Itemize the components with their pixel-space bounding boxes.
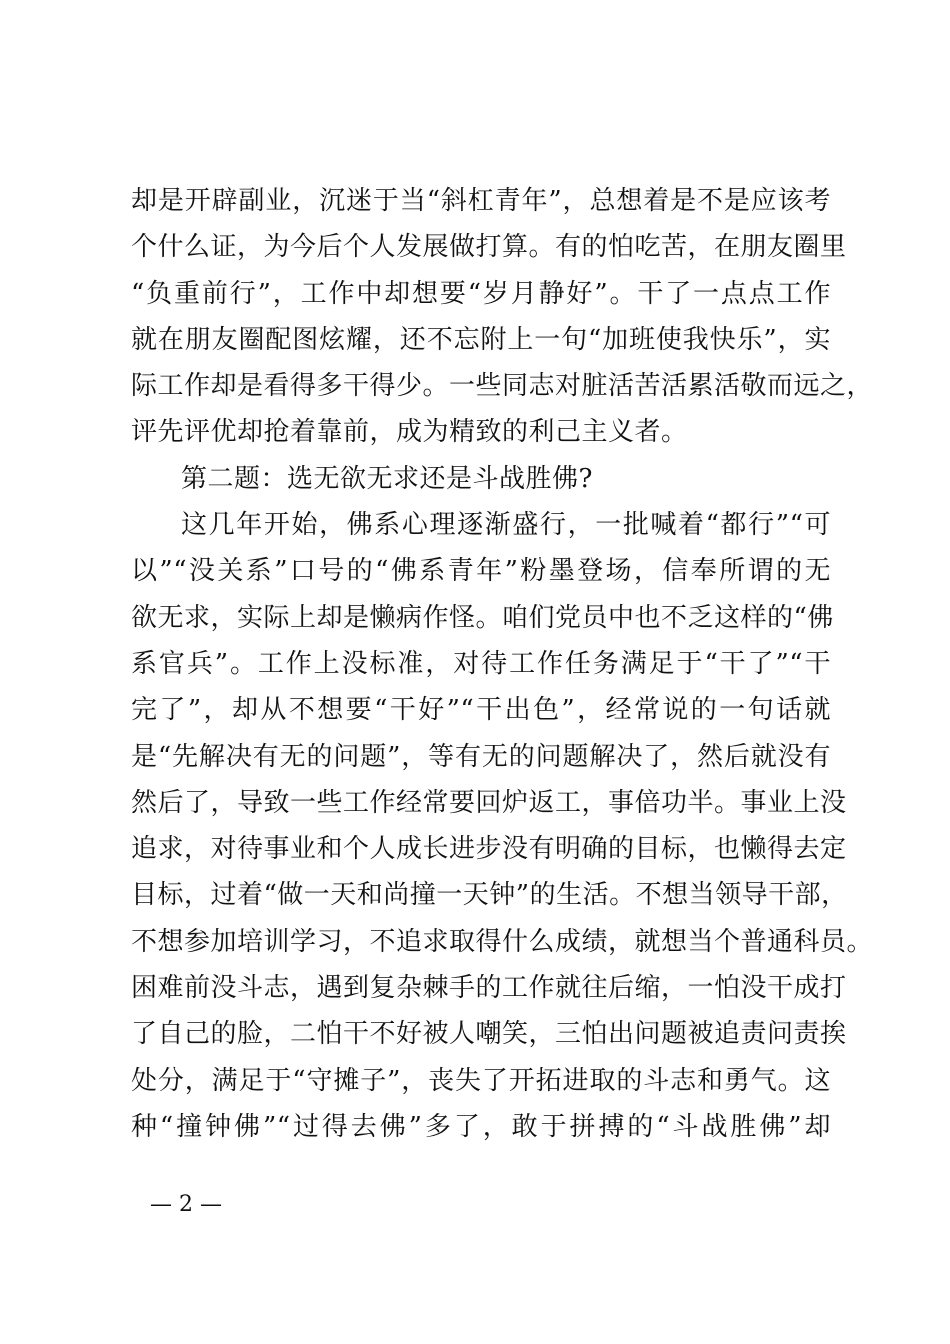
text-line-14: 然后了，导致一些工作经常要回炉返工，事倍功半。事业上没 bbox=[131, 787, 847, 818]
text-line-9: 以”“没关系”口号的“佛系青年”粉墨登场，信奉所谓的无 bbox=[131, 556, 831, 587]
section-heading: 第二题：选无欲无求还是斗战胜佛? bbox=[181, 463, 593, 494]
text-line-21: 种“撞钟佛”“过得去佛”多了，敢于拼搏的“斗战胜佛”却 bbox=[131, 1111, 831, 1142]
text-line-16: 目标，过着“做一天和尚撞一天钟”的生活。不想当领导干部， bbox=[131, 880, 848, 911]
text-line-3: “负重前行”，工作中却想要“岁月静好”。干了一点点工作 bbox=[131, 278, 831, 309]
text-line-8: 这几年开始，佛系心理逐渐盛行，一批喊着“都行”“可 bbox=[181, 510, 831, 541]
text-line-13: 是“先解决有无的问题”，等有无的问题解决了，然后就没有 bbox=[131, 741, 831, 772]
page-number: — 2 — bbox=[150, 1192, 222, 1217]
text-line-4: 就在朋友圈配图炫耀，还不忘附上一句“加班使我快乐”，实 bbox=[131, 324, 831, 355]
text-line-19: 了自己的脸，二怕干不好被人嘲笑，三怕出问题被追责问责挨 bbox=[131, 1019, 847, 1050]
text-line-2: 个什么证，为今后个人发展做打算。有的怕吃苦，在朋友圈里 bbox=[131, 232, 847, 263]
text-line-1: 却是开辟副业，沉迷于当“斜杠青年”，总想着是不是应该考 bbox=[131, 186, 831, 216]
text-line-20: 处分，满足于“守摊子”，丧失了开拓进取的斗志和勇气。这 bbox=[131, 1065, 831, 1096]
text-line-17: 不想参加培训学习，不追求取得什么成绩，就想当个普通科员。 bbox=[131, 926, 874, 957]
text-line-15: 追求，对待事业和个人成长进步没有明确的目标，也懒得去定 bbox=[131, 834, 847, 865]
text-line-10: 欲无求，实际上却是懒病作怪。咱们党员中也不乏这样的“佛 bbox=[131, 602, 834, 633]
text-line-11: 系官兵”。工作上没标准，对待工作任务满足于“干了”“干 bbox=[131, 648, 831, 679]
text-line-12: 完了”，却从不想要“干好”“干出色”，经常说的一句话就 bbox=[131, 695, 831, 726]
body-text bbox=[131, 178, 874, 1150]
text-line-5: 际工作却是看得多干得少。一些同志对脏活苦活累活敬而远之， bbox=[131, 371, 874, 402]
text-line-6: 评先评优却抢着靠前，成为精致的利己主义者。 bbox=[131, 417, 688, 448]
text-line-18: 困难前没斗志，遇到复杂棘手的工作就往后缩，一怕没干成打 bbox=[131, 973, 847, 1004]
